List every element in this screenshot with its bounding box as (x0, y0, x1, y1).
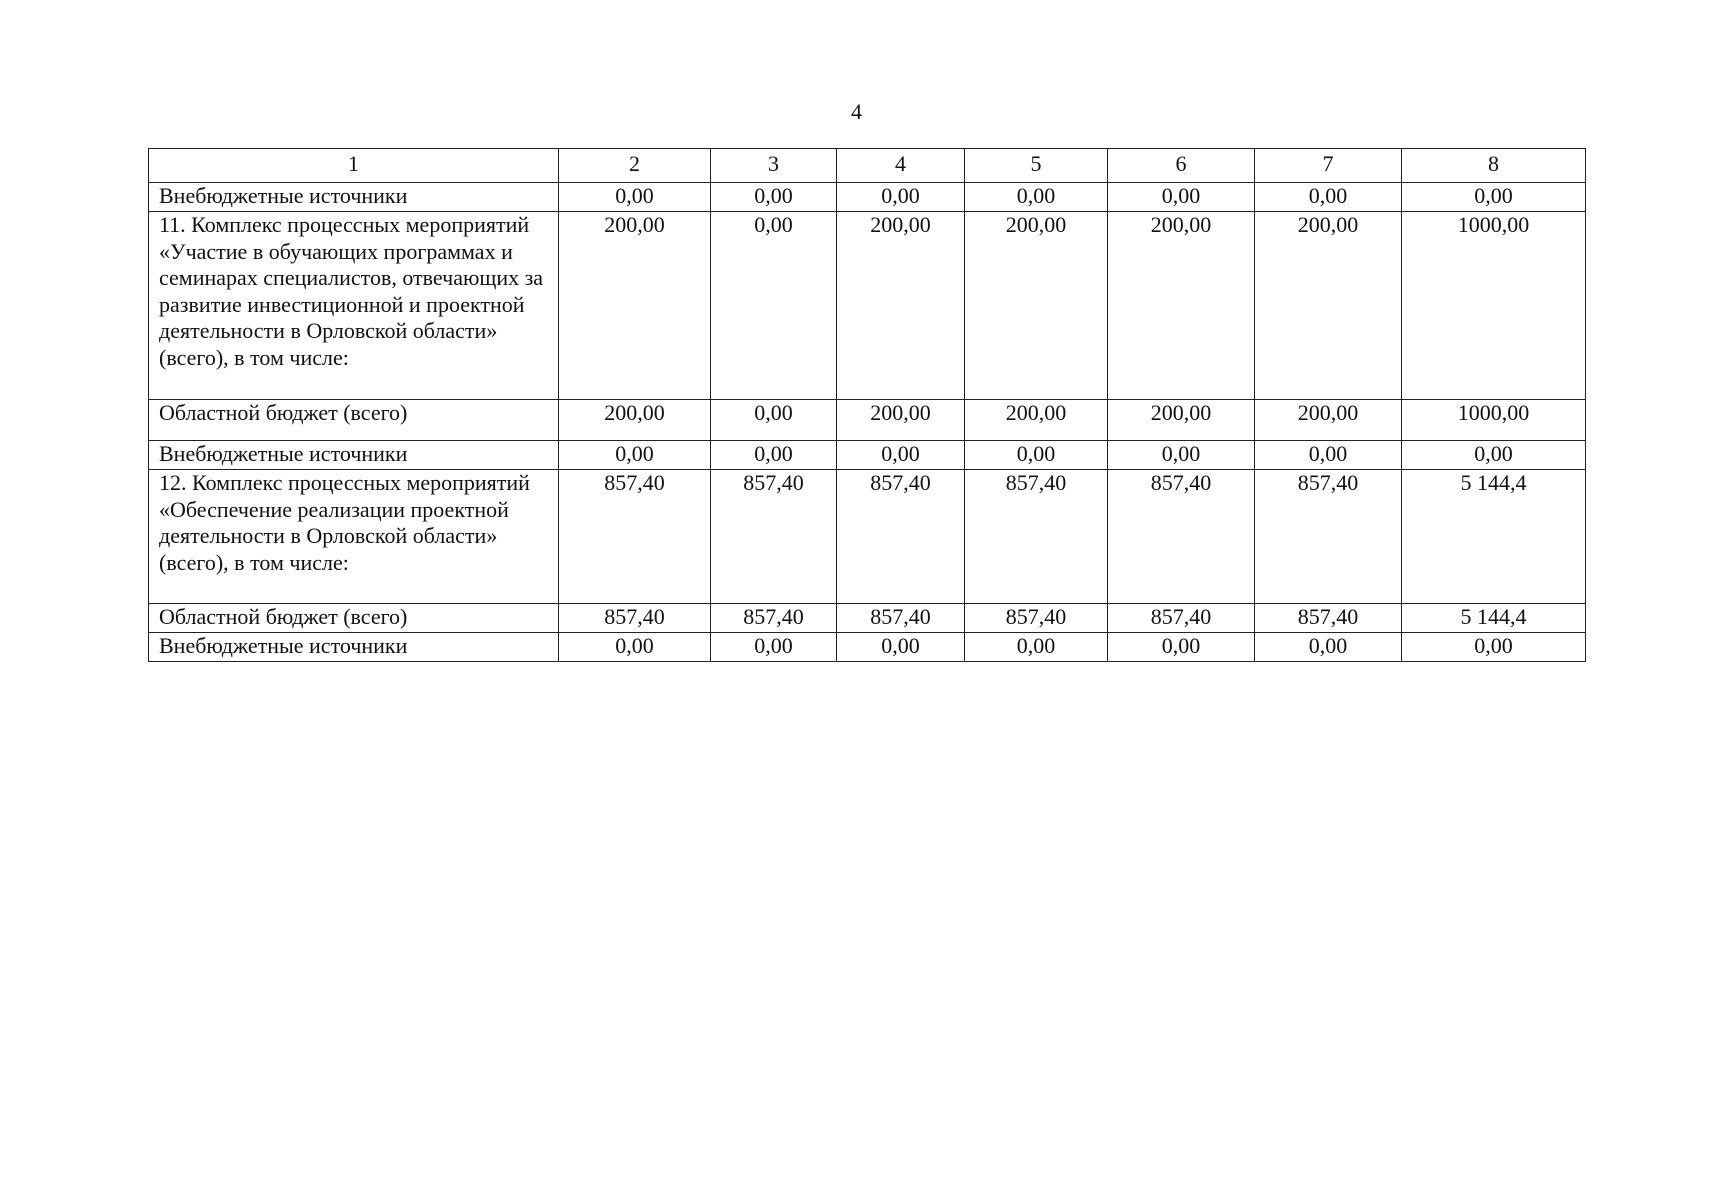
table-cell: 0,00 (711, 183, 837, 212)
table-cell: 857,40 (1255, 604, 1402, 633)
table-row (149, 441, 1586, 470)
table-cell: 0,00 (837, 183, 965, 212)
row-label: Областной бюджет (всего) (149, 604, 559, 633)
table-cell: 857,40 (965, 470, 1108, 604)
column-header: 3 (711, 149, 837, 183)
table-cell: 5 144,4 (1402, 604, 1586, 633)
table-cell: 1000,00 (1402, 212, 1586, 400)
table-cell: 200,00 (965, 212, 1108, 400)
column-header: 7 (1255, 149, 1402, 183)
table-cell: 857,40 (965, 604, 1108, 633)
table-cell: 200,00 (837, 212, 965, 400)
table-cell: 0,00 (711, 633, 837, 662)
table-cell: 0,00 (1402, 441, 1586, 470)
table-cell: 857,40 (711, 604, 837, 633)
column-header: 4 (837, 149, 965, 183)
column-header: 8 (1402, 149, 1586, 183)
page-number: 4 (851, 99, 862, 124)
table-cell: 857,40 (559, 470, 711, 604)
table-cell: 0,00 (1108, 441, 1255, 470)
table-cell: 0,00 (1108, 633, 1255, 662)
row-label: 12. Комплекс процессных мероприятий «Обеспечение реализации проектной деятельности в Орловской области» (всего), в том числе: (149, 470, 559, 604)
table-cell: 200,00 (1255, 212, 1402, 400)
table-cell: 5 144,4 (1402, 470, 1586, 604)
table-cell: 200,00 (1108, 400, 1255, 441)
table-cell: 857,40 (711, 470, 837, 604)
table-row (149, 470, 1586, 604)
table-cell: 200,00 (559, 212, 711, 400)
column-header: 5 (965, 149, 1108, 183)
table-cell: 0,00 (965, 441, 1108, 470)
table-cell: 0,00 (1255, 183, 1402, 212)
table-cell: 0,00 (559, 441, 711, 470)
table-cell: 200,00 (965, 400, 1108, 441)
row-label: Внебюджетные источники (149, 633, 559, 662)
table-cell: 200,00 (1108, 212, 1255, 400)
table-cell: 200,00 (837, 400, 965, 441)
row-label: Областной бюджет (всего) (149, 400, 559, 441)
table-cell: 857,40 (559, 604, 711, 633)
table-row (149, 212, 1586, 400)
table-cell: 0,00 (1402, 633, 1586, 662)
table-cell: 0,00 (837, 441, 965, 470)
table-cell: 0,00 (559, 183, 711, 212)
table-cell: 0,00 (1255, 441, 1402, 470)
budget-table (148, 148, 1586, 662)
table-row (149, 400, 1586, 441)
table-cell: 0,00 (965, 183, 1108, 212)
table-cell: 857,40 (1108, 604, 1255, 633)
column-header: 2 (559, 149, 711, 183)
table-cell: 0,00 (1108, 183, 1255, 212)
column-header: 1 (149, 149, 559, 183)
row-label: 11. Комплекс процессных мероприятий «Участие в обучающих программах и семинарах специалистов, отвечающих за развитие инвестиционной и проектной деятельности в Орловской области» (всего), в том числе: (149, 212, 559, 400)
table-cell: 0,00 (711, 400, 837, 441)
table-cell: 0,00 (1255, 633, 1402, 662)
table-cell: 0,00 (711, 212, 837, 400)
table-cell: 1000,00 (1402, 400, 1586, 441)
table-cell: 857,40 (1108, 470, 1255, 604)
table-cell: 857,40 (1255, 470, 1402, 604)
table-cell: 0,00 (837, 633, 965, 662)
column-header: 6 (1108, 149, 1255, 183)
table-cell: 0,00 (1402, 183, 1586, 212)
table-cell: 0,00 (559, 633, 711, 662)
table-header-row (149, 149, 1586, 183)
table-row (149, 183, 1586, 212)
table-cell: 200,00 (1255, 400, 1402, 441)
table-cell: 0,00 (965, 633, 1108, 662)
table-cell: 200,00 (559, 400, 711, 441)
table-row (149, 633, 1586, 662)
table-cell: 0,00 (711, 441, 837, 470)
table-cell: 857,40 (837, 470, 965, 604)
table-row (149, 604, 1586, 633)
row-label: Внебюджетные источники (149, 183, 559, 212)
row-label: Внебюджетные источники (149, 441, 559, 470)
table-cell: 857,40 (837, 604, 965, 633)
